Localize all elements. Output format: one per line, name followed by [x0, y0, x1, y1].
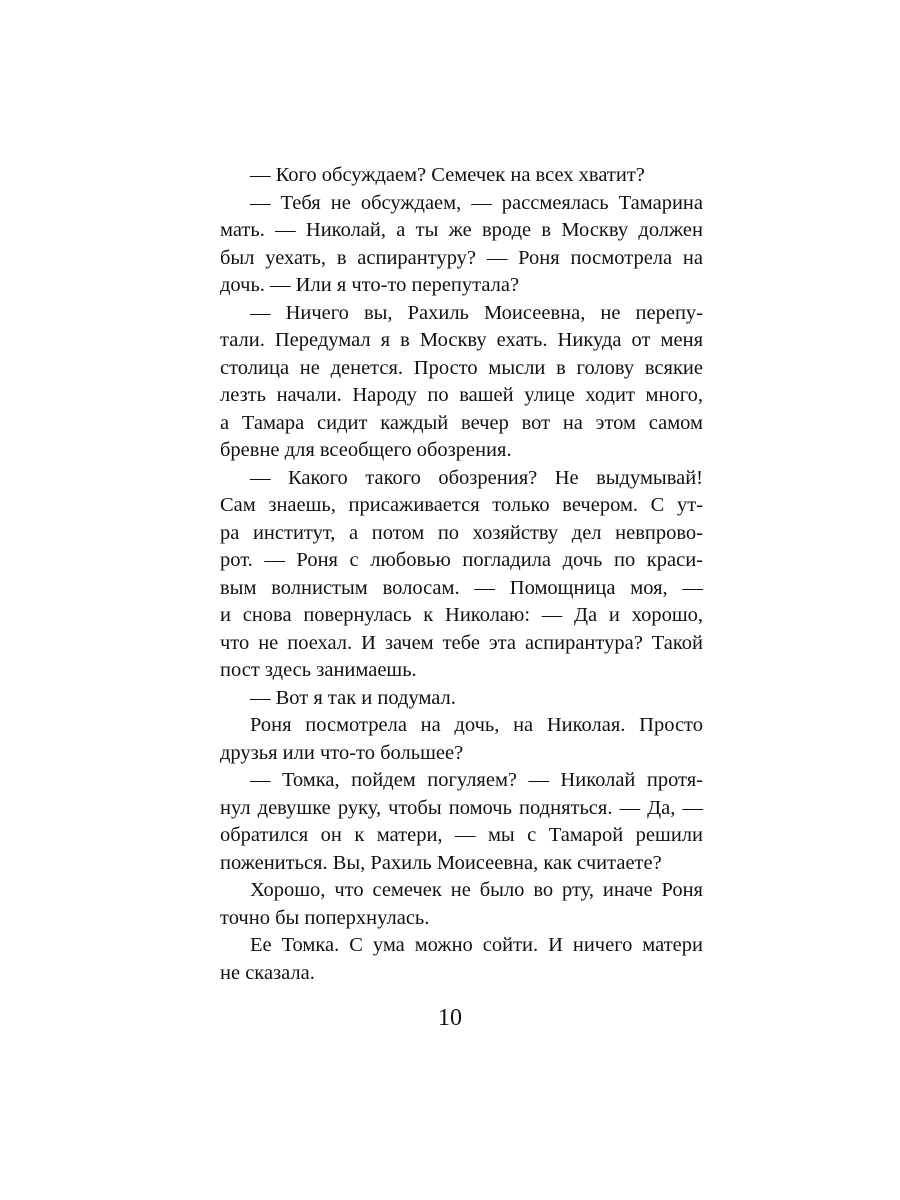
text-line: — Томка, пойдем погуляем? — Николай протя- — [250, 769, 703, 791]
text-line: пост здесь занимаешь. — [220, 659, 417, 681]
text-line: что не поехал. И зачем тебе эта аспирантура? Такой — [220, 631, 703, 654]
text-line: пожениться. Вы, Рахиль Моисеевна, как считаете? — [220, 851, 662, 874]
text-line: и снова повернулась к Николаю: — Да и хорошо, — [220, 604, 703, 626]
text-line: мать. — Николай, а ты же вроде в Москву должен — [220, 219, 703, 241]
text-line: — Вот я так и подумал. — [250, 686, 456, 709]
text-line: Ее Томка. С ума можно сойти. И ничего матери — [250, 934, 703, 956]
text-line: Хорошо, что семечек не было во рту, иначе Роня — [250, 879, 703, 901]
text-line: дочь. — Или я что-то перепутала? — [220, 274, 520, 296]
page-number: 10 — [438, 1005, 462, 1031]
text-line: друзья или что-то большее? — [220, 741, 464, 764]
text-line: бревне для всеобщего обозрения. — [220, 439, 512, 461]
text-line: не сказала. — [220, 961, 315, 984]
text-line: точно бы поперхнулась. — [220, 906, 430, 929]
text-line: лезть начали. Народу по вашей улице ходит много, — [220, 384, 703, 406]
text-line: столица не денется. Просто мысли в голову всякие — [220, 356, 703, 379]
text-line: Роня посмотрела на дочь, на Николая. Просто — [250, 714, 703, 736]
text-line: — Какого такого обозрения? Не выдумывай! — [250, 466, 703, 489]
text-line: ра институт, а потом по хозяйству дел невпрово- — [220, 521, 703, 544]
text-line: обратился он к матери, — мы с Тамарой решили — [220, 824, 703, 846]
text-line: рот. — Роня с любовью погладила дочь по краси- — [220, 549, 703, 571]
text-line: нул девушке руку, чтобы помочь подняться. — Да, — — [220, 796, 703, 819]
text-line: вым волнистым волосам. — Помощница моя, — — [220, 576, 703, 599]
text-line: — Тебя не обсуждаем, — рассмеялась Тамарина — [250, 191, 703, 214]
text-line: а Тамара сидит каждый вечер вот на этом самом — [220, 411, 703, 434]
text-line: — Ничего вы, Рахиль Моисеевна, не перепу- — [250, 301, 703, 324]
text-line: был уехать, в аспирантуру? — Роня посмотрела на — [220, 246, 703, 269]
text-line: тали. Передумал я в Москву ехать. Никуда от меня — [220, 329, 703, 351]
page-text-block — [220, 162, 703, 987]
text-line: — Кого обсуждаем? Семечек на всех хватит? — [250, 164, 645, 186]
text-line: Сам знаешь, присаживается только вечером. С ут- — [220, 494, 703, 516]
